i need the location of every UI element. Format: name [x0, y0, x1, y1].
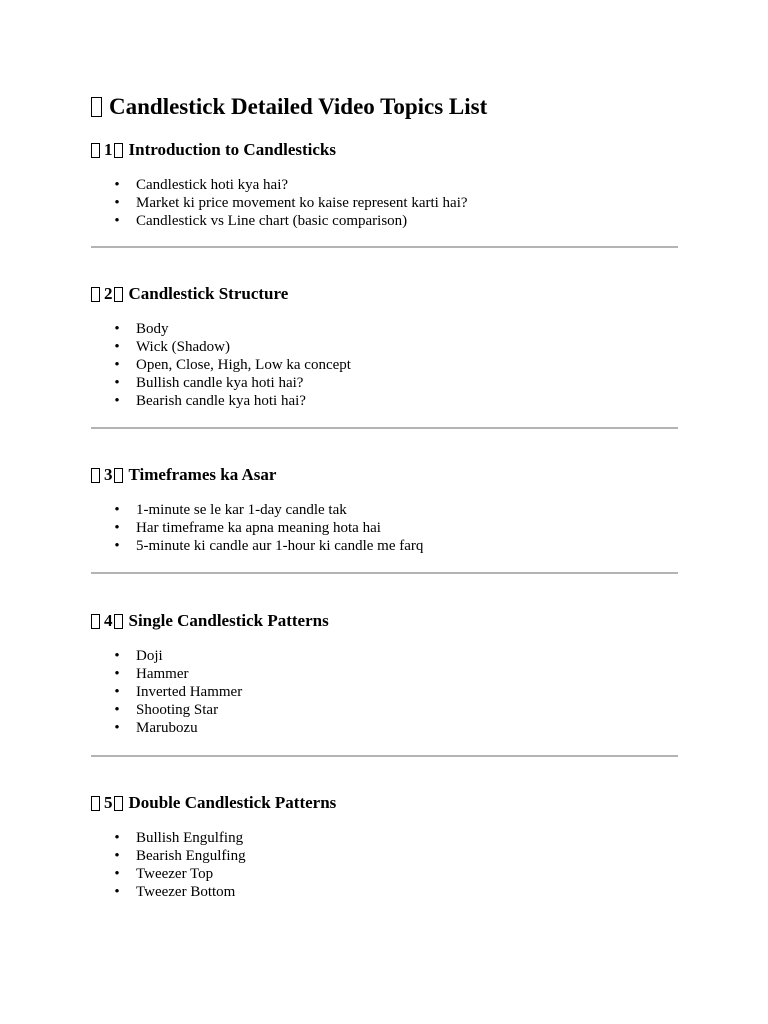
section-number: 4	[104, 611, 113, 630]
missing-glyph-icon	[114, 796, 123, 811]
list-item: • Bullish Engulfing	[114, 830, 244, 846]
bullet-icon: •	[114, 195, 120, 211]
list-item: • Shooting Star	[114, 702, 219, 718]
list-item: • Bullish candle kya hoti hai?	[114, 375, 304, 391]
bullet-icon: •	[114, 393, 120, 409]
list-item: • Wick (Shadow)	[114, 339, 230, 355]
bullet-icon: •	[114, 339, 120, 355]
bullet-icon: •	[114, 538, 120, 554]
missing-glyph-icon	[91, 287, 100, 302]
list-item: • Inverted Hammer	[114, 684, 243, 700]
missing-glyph-icon	[114, 614, 123, 629]
list-item: • Har timeframe ka apna meaning hota hai	[114, 520, 381, 536]
section-divider	[91, 246, 678, 248]
topic-list	[91, 829, 678, 901]
missing-glyph-icon	[91, 143, 100, 158]
section-heading	[91, 139, 678, 161]
section-4	[91, 610, 678, 737]
missing-glyph-icon	[114, 468, 123, 483]
section-heading	[91, 792, 678, 814]
bullet-icon: •	[114, 502, 120, 518]
section-divider	[91, 755, 678, 757]
list-item: • Tweezer Top	[114, 866, 214, 882]
missing-glyph-icon	[114, 143, 123, 158]
topic-list	[91, 320, 678, 410]
bullet-icon: •	[114, 520, 120, 536]
list-item: • Candlestick vs Line chart (basic comparison)	[114, 213, 408, 229]
section-heading	[91, 283, 678, 305]
topic-list	[91, 647, 678, 737]
missing-glyph-icon	[91, 468, 100, 483]
list-item: • Bearish candle kya hoti hai?	[114, 393, 306, 409]
document-body	[91, 92, 678, 901]
bullet-icon: •	[114, 702, 120, 718]
bullet-icon: •	[114, 321, 120, 337]
section-1	[91, 139, 678, 230]
section-number: 3	[104, 465, 113, 484]
list-item: • Open, Close, High, Low ka concept	[114, 357, 351, 373]
bullet-icon: •	[114, 177, 120, 193]
bullet-icon: •	[114, 848, 120, 864]
section-title: Candlestick Structure	[128, 284, 289, 303]
list-item: • Marubozu	[114, 720, 198, 736]
section-heading	[91, 464, 678, 486]
bullet-icon: •	[114, 375, 120, 391]
missing-glyph-icon	[91, 796, 100, 811]
list-item: • Body	[114, 321, 169, 337]
missing-glyph-icon	[114, 287, 123, 302]
section-divider	[91, 572, 678, 574]
bullet-icon: •	[114, 213, 120, 229]
section-title: Single Candlestick Patterns	[128, 611, 329, 630]
section-title: Timeframes ka Asar	[128, 465, 277, 484]
topic-list	[91, 176, 678, 230]
missing-glyph-icon	[91, 97, 102, 117]
section-title: Double Candlestick Patterns	[128, 793, 337, 812]
list-item: • Hammer	[114, 666, 189, 682]
list-item: • Tweezer Bottom	[114, 884, 236, 900]
bullet-icon: •	[114, 830, 120, 846]
bullet-icon: •	[114, 357, 120, 373]
list-item: • 1-minute se le kar 1-day candle tak	[114, 502, 347, 518]
section-number: 2	[104, 284, 113, 303]
bullet-icon: •	[114, 648, 120, 664]
section-number: 5	[104, 793, 113, 812]
bullet-icon: •	[114, 684, 120, 700]
bullet-icon: •	[114, 884, 120, 900]
section-2	[91, 283, 678, 410]
list-item: • Market ki price movement ko kaise represent karti hai?	[114, 195, 468, 211]
list-item: • Bearish Engulfing	[114, 848, 246, 864]
bullet-icon: •	[114, 866, 120, 882]
list-item: • Candlestick hoti kya hai?	[114, 177, 289, 193]
page-title-text: Candlestick Detailed Video Topics List	[109, 94, 488, 119]
section-divider	[91, 427, 678, 429]
section-heading	[91, 610, 678, 632]
bullet-icon: •	[114, 666, 120, 682]
section-3	[91, 464, 678, 555]
page-title	[91, 92, 678, 122]
section-number: 1	[104, 140, 113, 159]
section-title: Introduction to Candlesticks	[128, 140, 336, 159]
topic-list	[91, 501, 678, 555]
missing-glyph-icon	[91, 614, 100, 629]
list-item: • 5-minute ki candle aur 1-hour ki candle me farq	[114, 538, 424, 554]
section-5	[91, 792, 678, 901]
list-item: • Doji	[114, 648, 163, 664]
bullet-icon: •	[114, 720, 120, 736]
